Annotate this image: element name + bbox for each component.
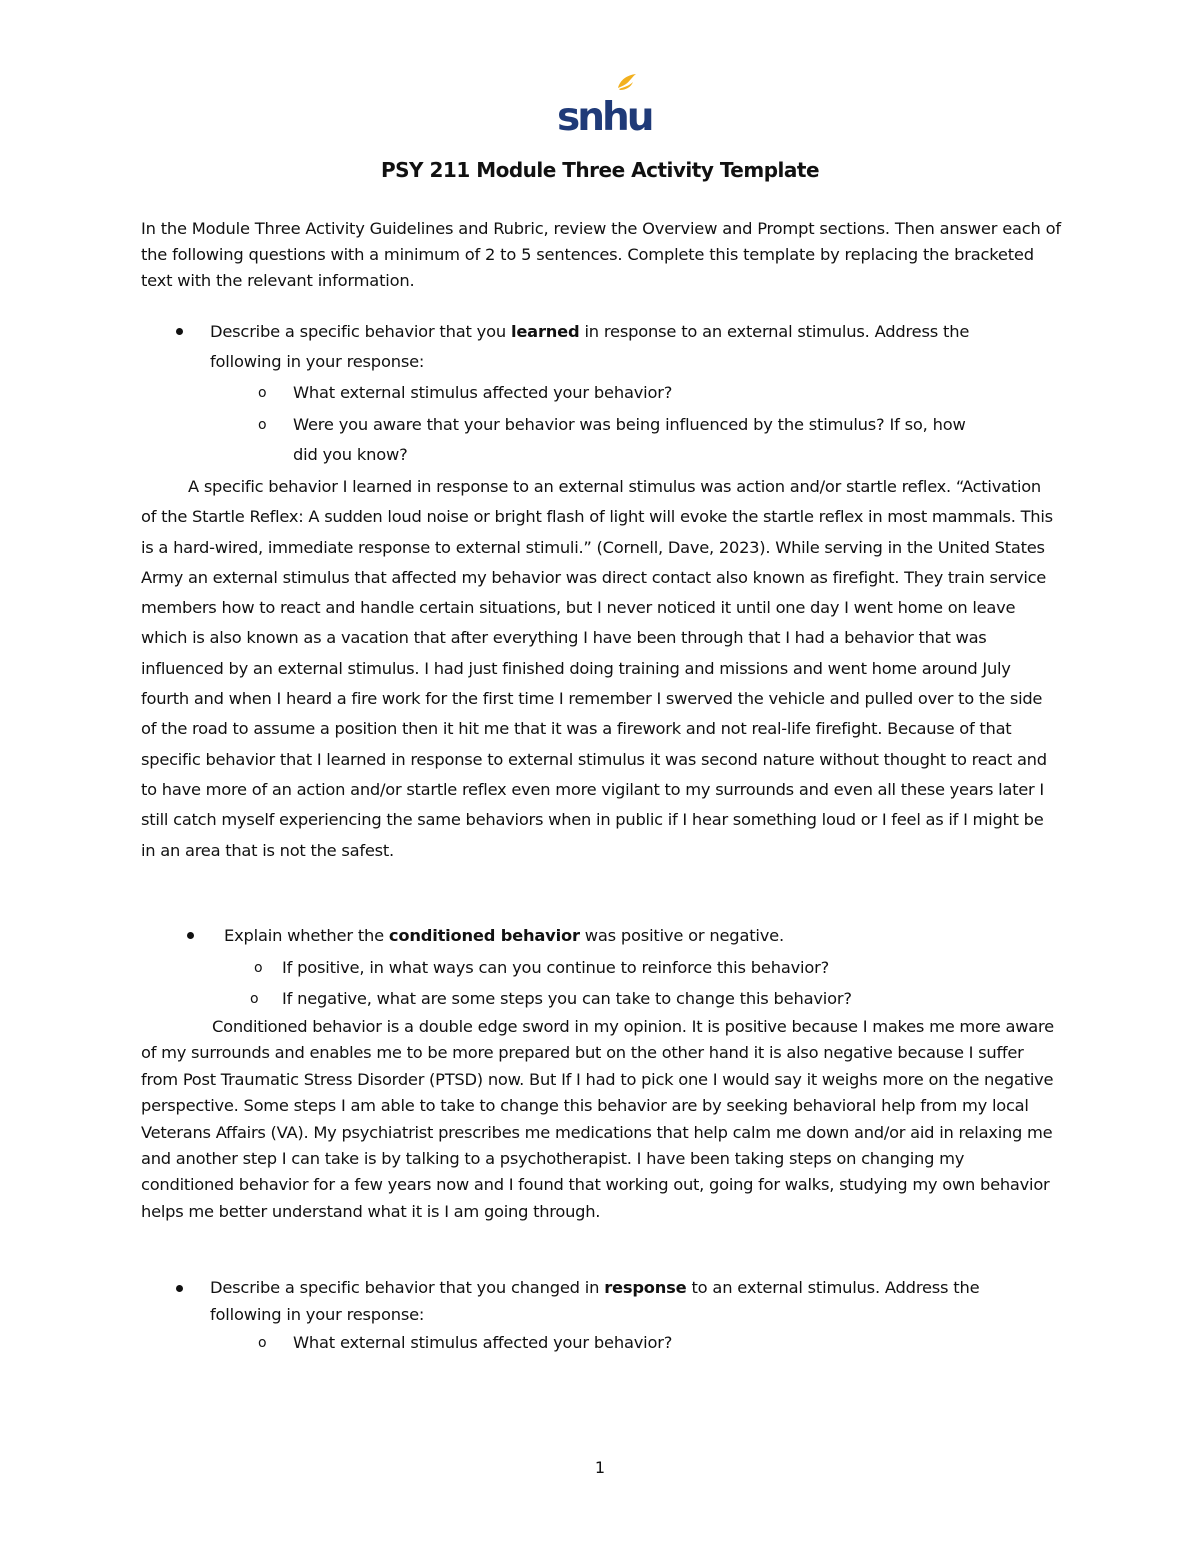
section1-bold-term: learned xyxy=(510,322,580,341)
snhu-logo-graphic xyxy=(556,72,652,140)
intro-paragraph: In the Module Three Activity Guidelines and Rubric, review the Overview and Prompt sections. Then answer each of the following questions with a minimum of 2 to 5 sentences. Complete this template by replacing the bracketed text with the relevant information. xyxy=(141,219,1061,290)
section1-bullet-line2: following in your response: xyxy=(210,352,425,371)
section1-bullet: Describe a specific behavior that you learned in response to an external stimulus. Address the following in your response: xyxy=(210,322,970,371)
section2-bullet: Explain whether the conditioned behavior was positive or negative. xyxy=(224,926,784,945)
bullet-icon xyxy=(176,328,183,335)
page-number: 1 xyxy=(594,1458,606,1477)
section2-sub1: If positive, in what ways can you continue to reinforce this behavior? xyxy=(282,958,830,977)
section1-sub1: What external stimulus affected your behavior? xyxy=(293,383,673,402)
section3-bold-term: response xyxy=(604,1278,687,1297)
sub-marker: o xyxy=(258,385,267,401)
section1-answer: A specific behavior I learned in response to an external stimulus was action and/or startle reflex. “Activation of the Startle Reflex: A sudden loud noise or bright flash of light will evoke the startle reflex in most mammals. This is a hard-wired, immediate response to external stimuli.” (Cornell, Dave, 2023). While serving in the United States Army an external stimulus that affected my behavior was direct contact also known as firefight. They train service members how to react and handle certain situations, but I never noticed it until one day I went home on leave which is also known as a vacation that after everything I have been through that I had a behavior that was influenced by an external stimulus. I had just finished doing training and missions and went home around July fourth and when I heard a fire work for the first time I remember I swerved the vehicle and pulled over to the side of the road to assume a position then it hit me that it was a firework and not real-life firefight. Because of that specific behavior that I learned in response to external stimulus it was second nature without thought to react and to have more of an action and/or startle reflex even more vigilant to my surrounds and even all these years later I still catch myself experiencing the same behaviors when in public if I hear something loud or I feel as if I might be in an area that is not the safest. xyxy=(141,477,1053,860)
section2-sub2: If negative, what are some steps you can take to change this behavior? xyxy=(282,989,852,1008)
section2-bold-term: conditioned behavior xyxy=(388,926,580,945)
svg-text:snhu: snhu xyxy=(557,95,652,140)
section3-sub1: What external stimulus affected your behavior? xyxy=(293,1333,673,1352)
section2-answer: Conditioned behavior is a double edge sword in my opinion. It is positive because I makes me more aware of my surrounds and enables me to be more prepared but on the other hand it is also negative because I suffer from Post Traumatic Stress Disorder (PTSD) now. But If I had to pick one I would say it weighs more on the negative perspective. Some steps I am able to take to change this behavior are by seeking behavioral help from my local Veterans Affairs (VA). My psychiatrist prescribes me medications that help calm me down and/or aid in relaxing me and another step I can take is by talking to a psychotherapist. I have been taking steps on changing my conditioned behavior for a few years now and I found that working out, going for walks, studying my own behavior helps me better understand what it is I am going through. xyxy=(141,1017,1054,1221)
section3-bullet-line2: following in your response: xyxy=(210,1305,425,1324)
sub-marker: o xyxy=(250,991,259,1007)
snhu-logo xyxy=(556,72,652,140)
sub-marker: o xyxy=(254,960,263,976)
section3-bullet: Describe a specific behavior that you changed in response to an external stimulus. Address the following in your response: xyxy=(210,1278,980,1324)
sub-marker: o xyxy=(258,417,267,433)
section1-sub2: Were you aware that your behavior was being influenced by the stimulus? If so, how did you know? xyxy=(293,415,966,464)
page-title: PSY 211 Module Three Activity Template xyxy=(380,158,820,182)
sub-marker: o xyxy=(258,1335,267,1351)
bullet-icon xyxy=(187,932,194,939)
bullet-icon xyxy=(176,1285,183,1292)
